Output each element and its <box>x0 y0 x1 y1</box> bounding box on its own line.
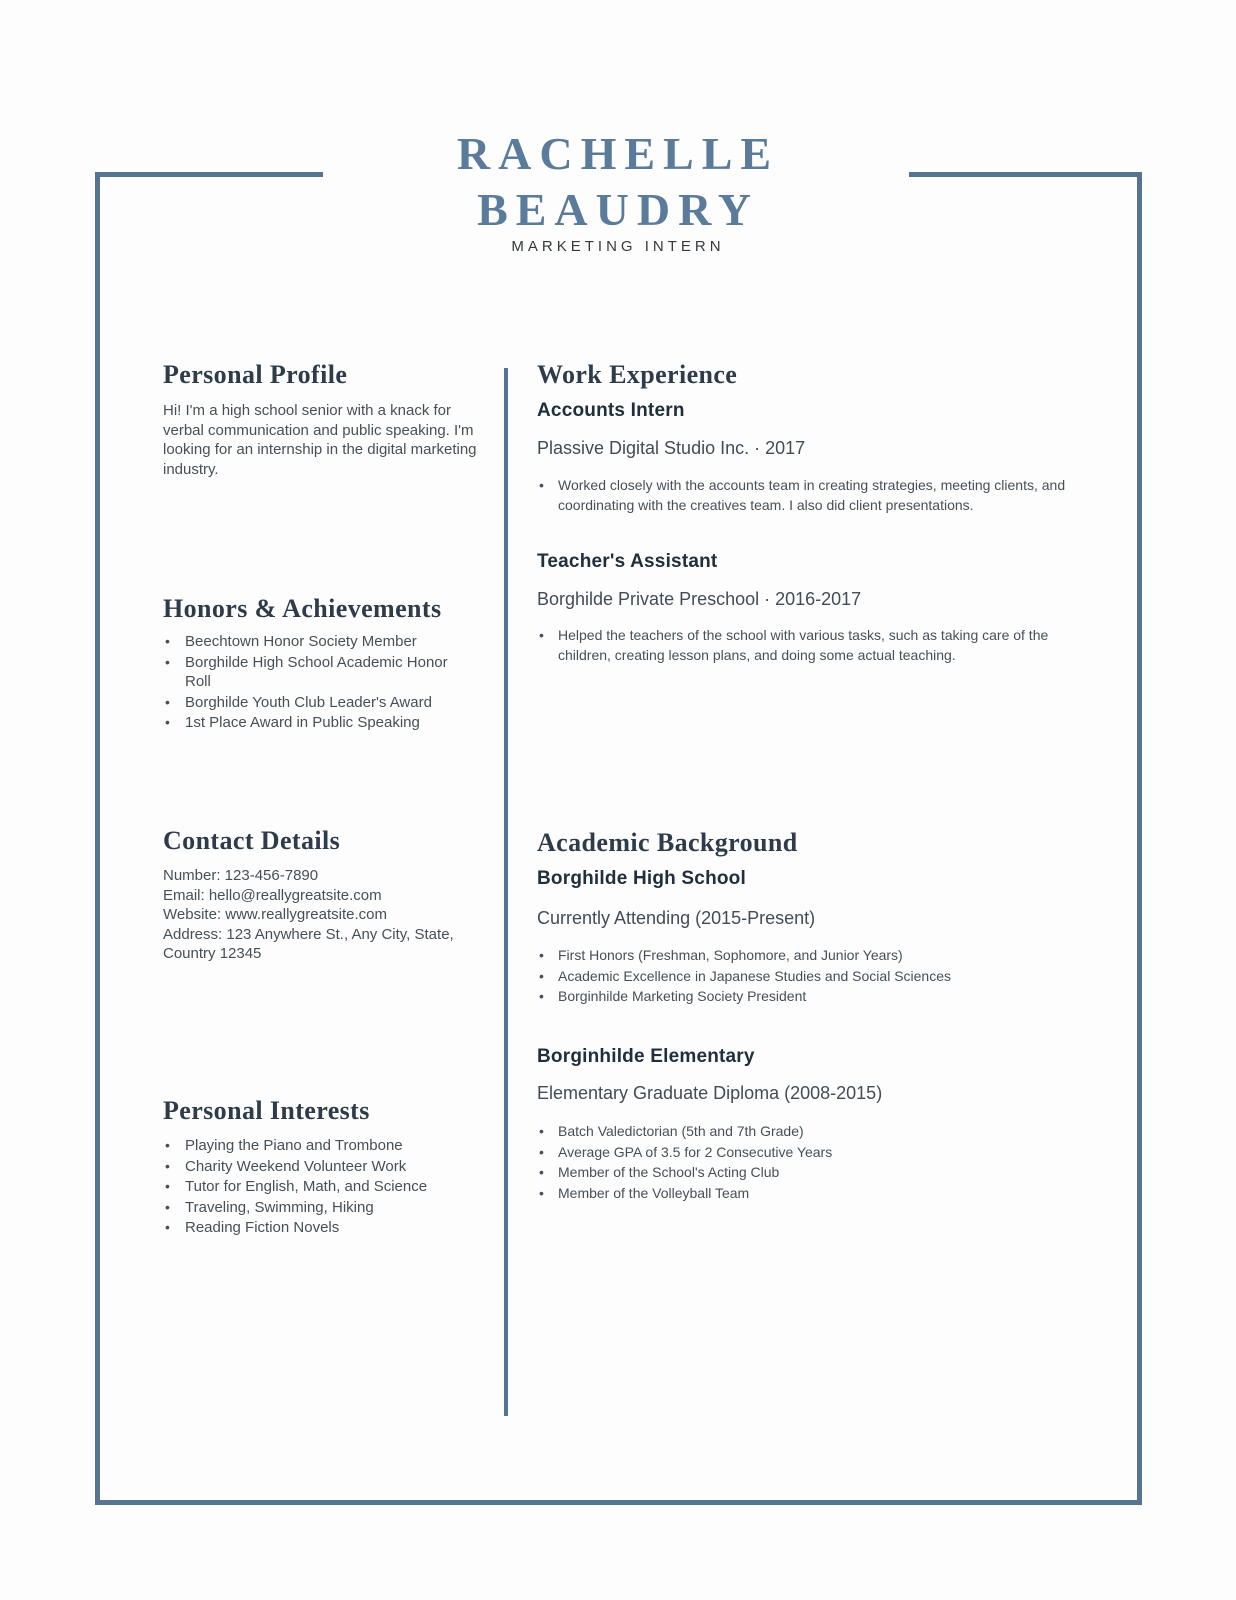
contact-website: Website: www.reallygreatsite.com <box>163 906 387 923</box>
school-bullet-item: • Borginhilde Marketing Society President <box>537 987 1082 1007</box>
school-bullet-item: • First Honors (Freshman, Sophomore, and Junior Years) <box>537 946 1082 966</box>
interest-list-item: • Traveling, Swimming, Hiking <box>163 1198 481 1218</box>
honors-list-item: • Borghilde High School Academic Honor Roll <box>163 653 475 692</box>
job-bullet-item: • Helped the teachers of the school with various tasks, such as taking care of the children, creating lesson plans, and doing some actual teaching. <box>537 626 1082 665</box>
honors-heading: Honors & Achievements <box>163 594 442 623</box>
candidate-name <box>0 126 1236 238</box>
school-bullet-item: • Member of the School's Acting Club <box>537 1163 1082 1183</box>
frame-left-line <box>95 172 100 1505</box>
school-bullet-item: • Batch Valedictorian (5th and 7th Grade) <box>537 1122 1082 1142</box>
job-bullet-item: • Worked closely with the accounts team in creating strategies, meeting clients, and coordinating with the creatives team. I also did client presentations. <box>537 476 1082 515</box>
interest-list-item: • Charity Weekend Volunteer Work <box>163 1157 481 1177</box>
job-org-accounts-intern: Plassive Digital Studio Inc. · 2017 <box>537 438 806 458</box>
personal-interests-list <box>163 1136 481 1239</box>
school-bullets-high-school <box>537 946 1082 1008</box>
school-detail-elementary: Elementary Graduate Diploma (2008-2015) <box>537 1083 883 1103</box>
work-experience-heading: Work Experience <box>537 360 738 389</box>
academic-background-heading: Academic Background <box>537 828 798 857</box>
contact-address: Address: 123 Anywhere St., Any City, State, Country 12345 <box>163 925 454 962</box>
school-bullets-elementary <box>537 1122 1082 1204</box>
job-bullets-accounts-intern <box>537 476 1082 516</box>
school-detail-high-school: Currently Attending (2015-Present) <box>537 908 816 928</box>
column-divider-line <box>504 368 508 1416</box>
candidate-name-line2: BEAUDRY <box>477 184 759 235</box>
school-name-high-school: Borghilde High School <box>537 868 746 889</box>
contact-email: Email: hello@reallygreatsite.com <box>163 886 382 904</box>
frame-right-line <box>1137 172 1142 1505</box>
honors-list-item: • Beechtown Honor Society Member <box>163 632 475 652</box>
honors-list-item: • 1st Place Award in Public Speaking <box>163 713 475 733</box>
personal-profile-heading: Personal Profile <box>163 360 348 389</box>
personal-profile-body: Hi! I'm a high school senior with a knack for verbal communication and public speaking. I'm looking for an internship in the digital marketing industry. <box>163 402 477 478</box>
contact-details-heading: Contact Details <box>163 826 341 855</box>
honors-list <box>163 632 475 734</box>
candidate-role-subtitle: MARKETING INTERN <box>511 238 725 255</box>
job-org-teachers-assistant: Borghilde Private Preschool · 2016-2017 <box>537 589 862 609</box>
job-bullets-teachers-assistant <box>537 626 1082 666</box>
school-bullet-item: • Average GPA of 3.5 for 2 Consecutive Years <box>537 1143 1082 1163</box>
interest-list-item: • Tutor for English, Math, and Science <box>163 1177 481 1197</box>
job-title-teachers-assistant: Teacher's Assistant <box>537 551 718 572</box>
job-title-accounts-intern: Accounts Intern <box>537 400 685 421</box>
candidate-name-line1: RACHELLE <box>456 128 780 179</box>
contact-number: Number: 123-456-7890 <box>163 867 319 884</box>
honors-list-item: • Borghilde Youth Club Leader's Award <box>163 693 475 713</box>
school-bullet-item: • Member of the Volleyball Team <box>537 1184 1082 1204</box>
interest-list-item: • Reading Fiction Novels <box>163 1218 481 1238</box>
contact-details-block <box>163 866 481 964</box>
personal-interests-heading: Personal Interests <box>163 1096 370 1125</box>
interest-list-item: • Playing the Piano and Trombone <box>163 1136 481 1156</box>
school-name-elementary: Borginhilde Elementary <box>537 1046 755 1067</box>
frame-bottom-line <box>95 1500 1142 1505</box>
school-bullet-item: • Academic Excellence in Japanese Studies and Social Sciences <box>537 967 1082 987</box>
